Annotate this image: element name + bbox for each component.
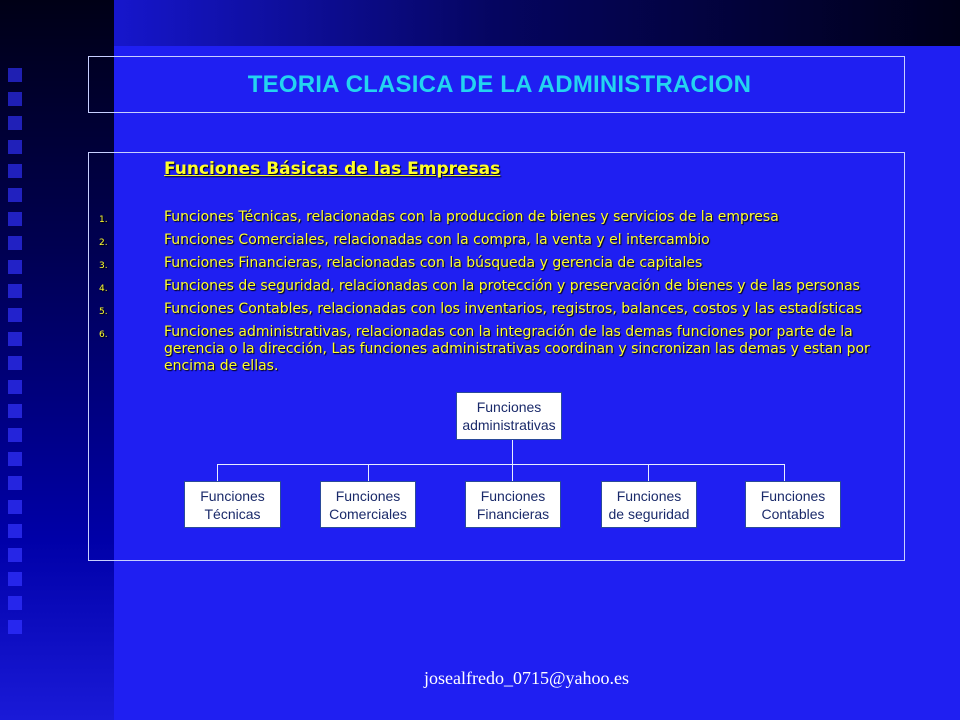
decorative-square: [8, 548, 22, 562]
decorative-square: [8, 68, 22, 82]
functions-list: [89, 209, 894, 381]
decorative-square: [8, 140, 22, 154]
footer-email: josealfredo_0715@yahoo.es: [423, 668, 630, 688]
decorative-square: [8, 380, 22, 394]
list-number: 5.: [99, 307, 108, 317]
connector-drop-seguridad: [648, 464, 649, 481]
list-item-text: Funciones Financieras, relacionadas con la búsqueda y gerencia de capitales: [164, 255, 703, 271]
decorative-square: [8, 356, 22, 370]
node-funciones-financieras: Funciones Financieras: [465, 481, 561, 528]
list-item-text: Funciones de seguridad, relacionadas con la protección y preservación de bienes y de las personas: [164, 278, 860, 294]
decorative-square: [8, 332, 22, 346]
list-item: [89, 301, 894, 318]
node-funciones-tecnicas: Funciones Técnicas: [184, 481, 281, 528]
list-number: 2.: [99, 238, 108, 248]
decorative-square: [8, 500, 22, 514]
list-item: [89, 278, 894, 295]
decorative-square: [8, 476, 22, 490]
decorative-square: [8, 164, 22, 178]
decorative-square: [8, 92, 22, 106]
decorative-square: [8, 452, 22, 466]
node-funciones-comerciales: Funciones Comerciales: [320, 481, 416, 528]
list-item: [89, 232, 894, 249]
list-item-text: Funciones Comerciales, relacionadas con la compra, la venta y el intercambio: [164, 232, 710, 248]
decorative-square: [8, 260, 22, 274]
connector-drop-comerciales: [368, 464, 369, 481]
list-number: 1.: [99, 215, 108, 225]
title-frame: [88, 56, 905, 113]
decorative-square: [8, 428, 22, 442]
connector-root-stem: [512, 440, 513, 464]
decorative-square: [8, 596, 22, 610]
node-funciones-contables: Funciones Contables: [745, 481, 841, 528]
connector-horizontal: [217, 464, 785, 465]
decorative-square: [8, 284, 22, 298]
decorative-square: [8, 212, 22, 226]
list-item: [89, 324, 894, 375]
slide-title: TEORIA CLASICA DE LA ADMINISTRACION: [247, 70, 752, 98]
list-item: [89, 209, 894, 226]
decorative-square: [8, 404, 22, 418]
list-item-text: Funciones Contables, relacionadas con los inventarios, registros, balances, costos y las estadísticas: [164, 301, 862, 317]
decorative-square: [8, 116, 22, 130]
decorative-square: [8, 188, 22, 202]
decorative-square: [8, 620, 22, 634]
section-subtitle: Funciones Básicas de las Empresas: [164, 159, 501, 179]
decorative-square: [8, 308, 22, 322]
decorative-square: [8, 524, 22, 538]
connector-drop-contables: [784, 464, 785, 481]
list-item: [89, 255, 894, 272]
node-funciones-seguridad: Funciones de seguridad: [601, 481, 697, 528]
connector-drop-tecnicas: [217, 464, 218, 481]
decorative-square: [8, 572, 22, 586]
node-funciones-administrativas: Funciones administrativas: [456, 392, 562, 440]
connector-drop-financieras: [512, 464, 513, 481]
list-item-text: Funciones administrativas, relacionadas con la integración de las demas funciones por parte de la gerencia o la dirección, Las funciones administrativas coordinan y sincronizan las demas y estan por encima de ellas.: [164, 324, 870, 374]
top-decorative-band: [114, 0, 960, 46]
decorative-square: [8, 236, 22, 250]
list-number: 4.: [99, 284, 108, 294]
list-number: 3.: [99, 261, 108, 271]
list-number: 6.: [99, 330, 108, 340]
list-item-text: Funciones Técnicas, relacionadas con la produccion de bienes y servicios de la empresa: [164, 209, 779, 225]
